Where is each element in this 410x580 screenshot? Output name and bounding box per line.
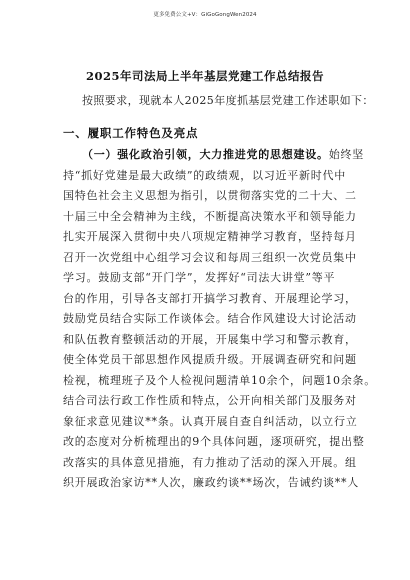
paragraph-line: 象征求意见建议**条。认真开展自查自纠活动，以立行立 — [63, 414, 358, 428]
paragraph-line: 召开一次党组中心组学习会议和每周三组织一次党员集中 — [63, 250, 357, 264]
intro-paragraph: 按照要求，现就本人2025年度抓基层党建工作述职如下： — [82, 94, 374, 107]
paragraph-line: 持“抓好党建是最大政绩”的政绩观，以习近平新时代中 — [63, 168, 346, 182]
paragraph-line: 改落实的具体意见措施，有力推动了活动的深入开展。组 — [63, 455, 357, 469]
section-body — [63, 145, 376, 494]
paragraph-text: 始终坚 — [328, 148, 364, 161]
paragraph-line: 使全体党员干部思想作风提质升级。开展调查研究和问题 — [63, 353, 357, 366]
paragraph-line: 国特色社会主义思想为指引，以贯彻落实党的二十大、二 — [63, 189, 357, 202]
paragraph-line: 台的作用，引导各支部打开搞学习教育、开展理论学习， — [63, 291, 357, 305]
subsection-heading: （一）强化政治引领，大力推进党的思想建设。 — [82, 148, 329, 161]
paragraph-line: 改的态度对分析梳理出的9个具体问题，逐项研究，提出整 — [63, 435, 365, 448]
document-title: 2025年司法局上半年基层党建工作总结报告 — [85, 69, 324, 83]
paragraph-line: 织开展政治家访**人次，廉政约谈**场次，告诫约谈**人 — [63, 476, 359, 489]
header-watermark: 更多免费公文+V：GiGoGongWen2024 — [153, 12, 257, 18]
paragraph-line: 鼓励党员结合实际工作谈体会。结合作风建设大讨论活动 — [63, 312, 357, 325]
paragraph-line: 扎实开展深入贯彻中央八项规定精神学习教育，坚持每月 — [63, 230, 357, 243]
section-heading: 一、履职工作特色及亮点 — [63, 126, 199, 140]
paragraph-line: 十届三中全会精神为主线，不断提高决策水平和领导能力 — [63, 209, 357, 223]
paragraph-line: 学习。鼓励支部“开门学”，发挥好“司法大讲堂”等平 — [63, 271, 336, 284]
paragraph-first-line — [63, 145, 363, 166]
paragraph-line: 检视，梳理班子及个人检视问题清单10余个，问题10余条。 — [63, 373, 376, 387]
paragraph-line: 结合司法行政工作性质和特点，公开向相关部门及服务对 — [63, 394, 357, 407]
paragraph-line: 和队伍教育整顿活动的开展，开展集中学习和警示教育， — [63, 332, 357, 346]
